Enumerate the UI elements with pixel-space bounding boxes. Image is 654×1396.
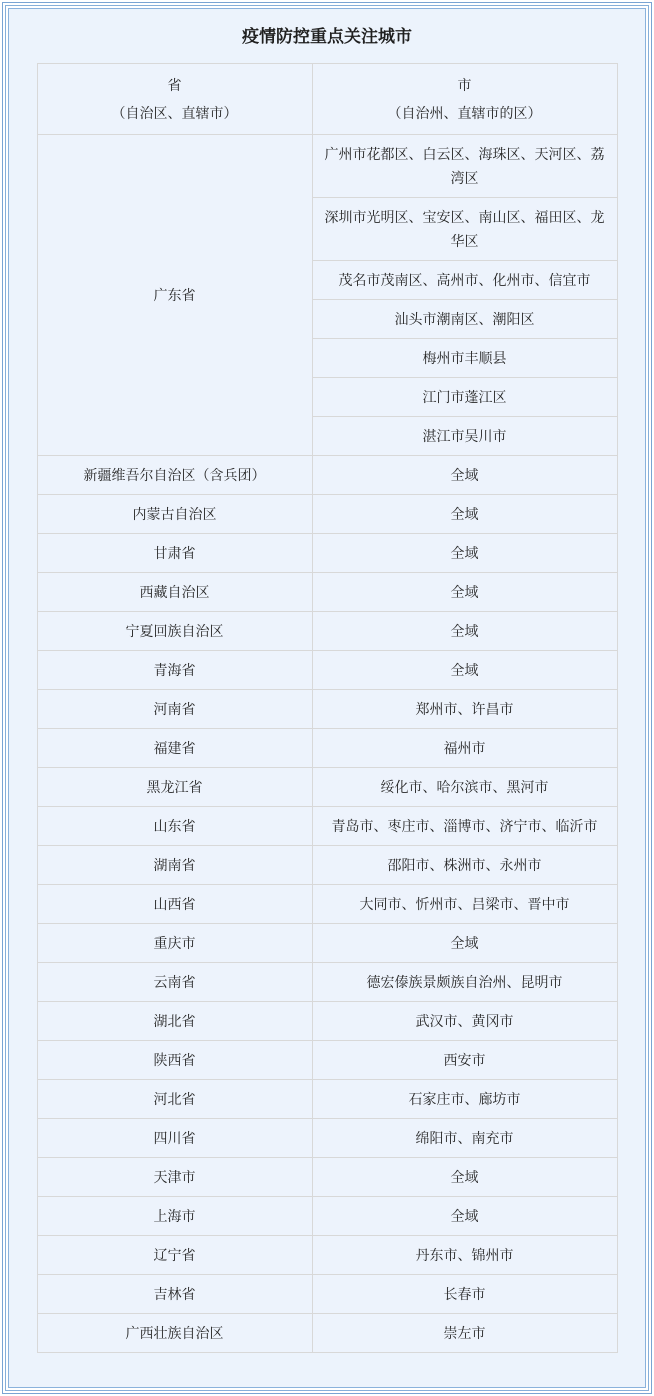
province-cell: 青海省	[37, 651, 312, 690]
table-row	[37, 456, 617, 495]
province-cell: 宁夏回族自治区	[37, 612, 312, 651]
page-title: 疫情防控重点关注城市	[242, 27, 412, 46]
city-cell: 石家庄市、廊坊市	[312, 1080, 617, 1119]
province-cell: 广东省	[37, 135, 312, 456]
table-row	[37, 1002, 617, 1041]
table-row	[37, 1275, 617, 1314]
city-cell: 福州市	[312, 729, 617, 768]
city-cell: 茂名市茂南区、高州市、化州市、信宜市	[312, 261, 617, 300]
table-row	[37, 690, 617, 729]
city-cell: 湛江市吴川市	[312, 417, 617, 456]
city-cell: 全域	[312, 651, 617, 690]
province-cell: 辽宁省	[37, 1236, 312, 1275]
city-cell: 德宏傣族景颇族自治州、昆明市	[312, 963, 617, 1002]
province-cell: 内蒙古自治区	[37, 495, 312, 534]
table-row	[37, 135, 617, 198]
table-row	[37, 612, 617, 651]
table-row	[37, 534, 617, 573]
province-cell: 黑龙江省	[37, 768, 312, 807]
city-cell: 全域	[312, 1158, 617, 1197]
header-row	[37, 64, 617, 135]
province-cell: 新疆维吾尔自治区（含兵团）	[37, 456, 312, 495]
province-header-line2: （自治区、直辖市）	[111, 105, 238, 121]
page-frame-inner	[8, 8, 646, 1388]
city-cell: 西安市	[312, 1041, 617, 1080]
page-frame-outer	[2, 2, 652, 1394]
province-cell: 四川省	[37, 1119, 312, 1158]
province-cell: 甘肃省	[37, 534, 312, 573]
province-cell: 吉林省	[37, 1275, 312, 1314]
table-row	[37, 1080, 617, 1119]
page-frame-middle	[5, 5, 649, 1391]
table-row	[37, 1236, 617, 1275]
province-cell: 上海市	[37, 1197, 312, 1236]
city-cell: 武汉市、黄冈市	[312, 1002, 617, 1041]
city-cell: 全域	[312, 573, 617, 612]
province-cell: 湖北省	[37, 1002, 312, 1041]
city-cell: 大同市、忻州市、吕梁市、晋中市	[312, 885, 617, 924]
city-header-line1: 市	[457, 77, 472, 93]
province-cell: 陕西省	[37, 1041, 312, 1080]
province-column-header	[37, 64, 312, 135]
province-cell: 重庆市	[37, 924, 312, 963]
table-row	[37, 729, 617, 768]
table-row	[37, 651, 617, 690]
city-cell: 全域	[312, 495, 617, 534]
city-cell: 丹东市、锦州市	[312, 1236, 617, 1275]
city-column-header	[312, 64, 617, 135]
city-cell: 全域	[312, 612, 617, 651]
table-row	[37, 768, 617, 807]
city-header-line2: （自治州、直辖市的区）	[387, 105, 542, 121]
province-cell: 山西省	[37, 885, 312, 924]
city-cell: 梅州市丰顺县	[312, 339, 617, 378]
province-cell: 河北省	[37, 1080, 312, 1119]
table-row	[37, 1158, 617, 1197]
city-cell: 绵阳市、南充市	[312, 1119, 617, 1158]
city-cell: 郑州市、许昌市	[312, 690, 617, 729]
table-row	[37, 807, 617, 846]
key-cities-table	[37, 63, 618, 1353]
city-cell: 江门市蓬江区	[312, 378, 617, 417]
city-cell: 青岛市、枣庄市、淄博市、济宁市、临沂市	[312, 807, 617, 846]
city-cell: 长春市	[312, 1275, 617, 1314]
city-cell: 汕头市潮南区、潮阳区	[312, 300, 617, 339]
table-row	[37, 1041, 617, 1080]
content-area	[9, 9, 645, 1353]
city-cell: 全域	[312, 534, 617, 573]
city-cell: 崇左市	[312, 1314, 617, 1353]
province-header-line1: 省	[167, 77, 182, 93]
table-row	[37, 885, 617, 924]
city-cell: 广州市花都区、白云区、海珠区、天河区、荔湾区	[312, 135, 617, 198]
city-cell: 全域	[312, 1197, 617, 1236]
table-row	[37, 573, 617, 612]
city-cell: 深圳市光明区、宝安区、南山区、福田区、龙华区	[312, 198, 617, 261]
table-row	[37, 846, 617, 885]
city-cell: 邵阳市、株洲市、永州市	[312, 846, 617, 885]
city-cell: 绥化市、哈尔滨市、黑河市	[312, 768, 617, 807]
province-cell: 福建省	[37, 729, 312, 768]
table-row	[37, 495, 617, 534]
province-cell: 河南省	[37, 690, 312, 729]
province-cell: 湖南省	[37, 846, 312, 885]
table-row	[37, 963, 617, 1002]
city-cell: 全域	[312, 456, 617, 495]
province-cell: 西藏自治区	[37, 573, 312, 612]
table-row	[37, 1119, 617, 1158]
province-cell: 广西壮族自治区	[37, 1314, 312, 1353]
table-row	[37, 924, 617, 963]
table-row	[37, 1314, 617, 1353]
province-cell: 云南省	[37, 963, 312, 1002]
province-cell: 天津市	[37, 1158, 312, 1197]
province-cell: 山东省	[37, 807, 312, 846]
city-cell: 全域	[312, 924, 617, 963]
table-row	[37, 1197, 617, 1236]
